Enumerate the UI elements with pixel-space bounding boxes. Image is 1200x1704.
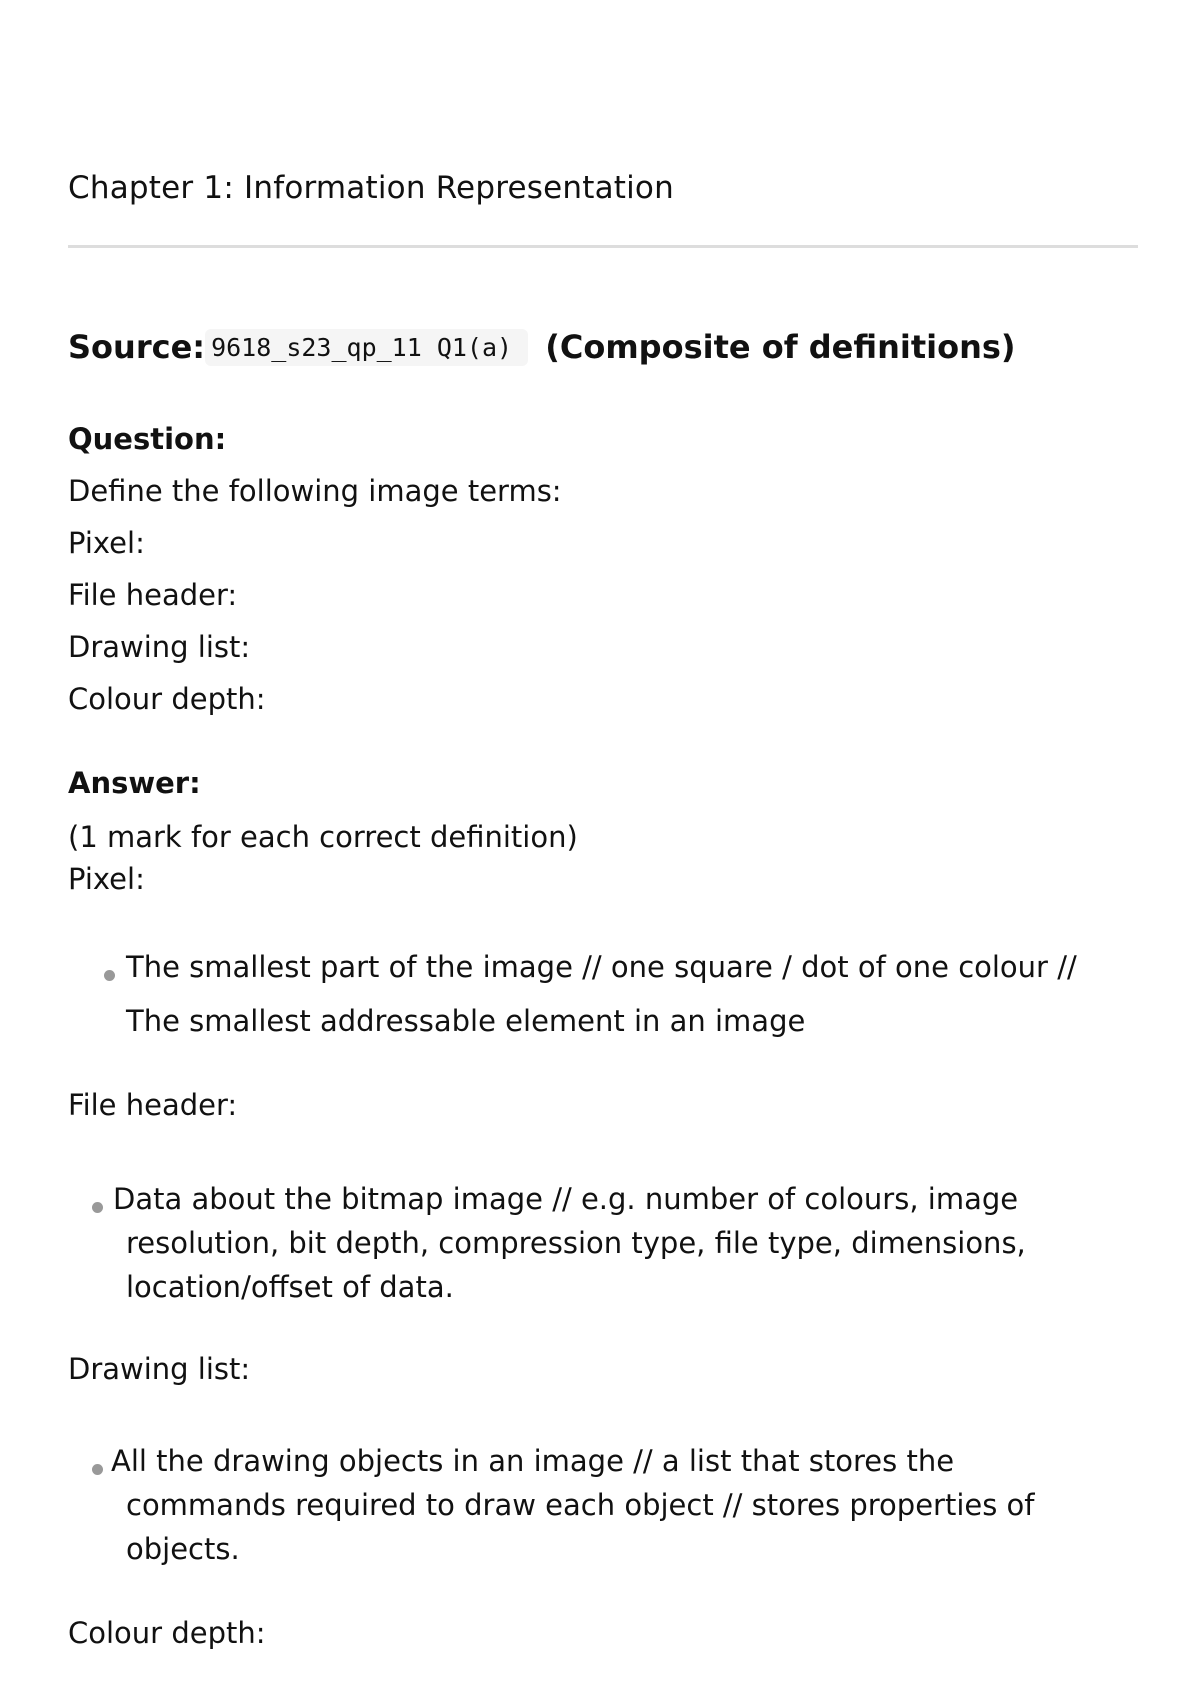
drawing-list-definition-line-1: All the drawing objects in an image // a list that stores the bbox=[111, 1444, 955, 1478]
source-note: (Composite of definitions) bbox=[545, 328, 1016, 366]
chapter-title: Chapter 1: Information Representation bbox=[68, 170, 674, 206]
question-term-file-header: File header: bbox=[68, 578, 238, 612]
drawing-list-definition-line-2: commands required to draw each object // stores properties of bbox=[126, 1488, 1035, 1522]
answer-term-drawing-list: Drawing list: bbox=[68, 1352, 251, 1386]
question-term-colour-depth: Colour depth: bbox=[68, 682, 266, 716]
question-term-pixel: Pixel: bbox=[68, 526, 145, 560]
answer-term-file-header: File header: bbox=[68, 1088, 238, 1122]
file-header-definition-line-3: location/offset of data. bbox=[126, 1270, 454, 1304]
pixel-definition-line-1: The smallest part of the image // one square / dot of one colour // bbox=[126, 950, 1077, 984]
answer-mark-note: (1 mark for each correct definition) bbox=[68, 820, 578, 854]
source-code: 9618_s23_qp_11 Q1(a) bbox=[205, 329, 528, 366]
question-prompt: Define the following image terms: bbox=[68, 474, 562, 508]
file-header-definition-line-2: resolution, bit depth, compression type, file type, dimensions, bbox=[126, 1226, 1026, 1260]
bullet-dot bbox=[104, 970, 115, 981]
bullet-dot bbox=[92, 1464, 103, 1475]
answer-label: Answer: bbox=[68, 766, 201, 800]
source-line bbox=[68, 328, 1016, 366]
source-label: Source: bbox=[68, 328, 206, 366]
answer-term-pixel: Pixel: bbox=[68, 862, 145, 896]
question-label: Question: bbox=[68, 422, 227, 456]
drawing-list-definition-line-3: objects. bbox=[126, 1532, 240, 1566]
file-header-definition-line-1: Data about the bitmap image // e.g. number of colours, image bbox=[113, 1182, 1019, 1216]
bullet-dot bbox=[92, 1202, 103, 1213]
answer-term-colour-depth: Colour depth: bbox=[68, 1616, 266, 1650]
question-term-drawing-list: Drawing list: bbox=[68, 630, 251, 664]
title-divider bbox=[68, 245, 1138, 248]
pixel-definition-line-2: The smallest addressable element in an image bbox=[126, 1004, 806, 1038]
